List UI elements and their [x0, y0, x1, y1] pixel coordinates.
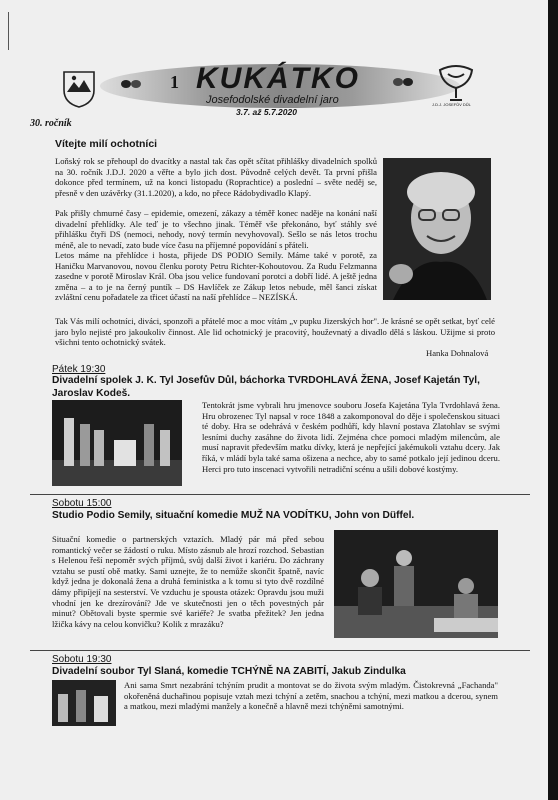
welcome-paragraph-1: Loňský rok se přehoupl do dvacítky a nastal tak čas opět sčítat přihlášky divadelních spolků na 30. ročník J.D.J. 2020 a věřte a bylo jich dost. Původně celých devět. Ta první přišla dokonce před termínem, už na konci listopadu (Roprachtice) a poslední – světe neděj se, přesně v den uzávěrky (31.1.2020), a kdo, no přece Rádobydivadlo Klapý.: [55, 156, 377, 198]
welcome-heading: Vítejte milí ochotníci: [55, 138, 158, 150]
divider: [30, 494, 530, 495]
logo-caption: J.D.J. JOSEFŮV DŮL: [432, 102, 471, 107]
festival-name: Josefodolské divadelní jaro: [206, 94, 339, 106]
show-3-day: Sobotu 19:30: [52, 654, 112, 665]
show-2-photo: [334, 530, 498, 638]
coat-of-arms-icon: [62, 70, 96, 108]
show-2-illustration: [334, 530, 498, 638]
welcome-paragraph-4: Tak Vás milí ochotníci, diváci, sponzoři a přátelé moc a moc vítám „v pupku Jizerských hor". Je krásné se opět setkat, byť celé jaro bylo nejisté pro jakoukoliv činnost. Ale lid ochotnický je pracovitý, houževnatý a divadlo dělá s láskou. Užijme si proto všichni tento ochotnický svátek.: [55, 316, 495, 348]
issue-number: 1: [170, 72, 179, 92]
newsletter-title: KUKÁTKO: [196, 62, 360, 95]
show-1-description: Tentokrát jsme vybrali hru jmenovce souboru Josefa Kajetána Tyla Tvrdohlavá žena. Hru obrozenec Tyl napsal v roce 1848 a zakomponoval do děje i společenskou situaci té doby. Hra se odehrává v českém podhůří, kdy hlavní postava Zlatohlav se svými lesními duchy zasáhne do života lidí. Zejména chce pomoci mladým milencům, ale musí napravit především matku dívky, která je nepřející jakémukoli vztahu dcery. Jak říká, v mládí byla také sama ošizena a nechce, aby to samé potkalo její jedinou dceru. Herci pro tuto inscenaci vytvořili netradiční scénu a ušili dobové kostýmy.: [202, 400, 500, 474]
show-3-title: Divadelní soubor Tyl Slaná, komedie TCHÝNĚ NA ZABITÍ, Jakub Zindulka: [52, 666, 406, 677]
show-3-illustration: [52, 680, 116, 726]
welcome-paragraph-3: Letos máme na přehlídce i hosta, přijede DS PODIO Semily. Máme také v porotě, za Haničku Marvanovou, novou členku poroty Petru Richter-Kohoutovou. Za Rudu Felzmanna zasedne v porotě Miroslav Král. Oba jsou velice fundovaní porotci a dobří lidé. A ještě jedna změna – a to je na černý puntík – DS Havlíček ze Zákup letos nebude, měl šanci získat zvláštní cenu pořadatele za třicet účastí na naší přehlídce – NEZÍSKÁ.: [55, 250, 377, 303]
masks-right-icon: [392, 76, 414, 88]
show-3-photo: [52, 680, 116, 726]
portrait-illustration: [383, 158, 491, 300]
festival-logo-icon: [436, 62, 476, 102]
show-2-title: Studio Podio Semily, situační komedie MUŽ NA VODÍTKU, John von Düffel.: [52, 510, 415, 521]
show-1-illustration: [52, 400, 182, 486]
show-1-photo: [52, 400, 182, 486]
show-2-day: Sobotu 15:00: [52, 498, 112, 509]
signature: Hanka Dohnalová: [426, 348, 489, 358]
welcome-paragraph-2: Pak přišly chmurné časy – epidemie, omezení, zákazy a téměř konec naděje na konání naší divadelní přehlídky. Ale teď je to všechno jinak. Téměř vše překonáno, byť stáhly své přihlášku čtyři DS (nemoci, nehody, nový termín nevyhovoval). Sešlo se nás letos trochu méně, ale to nevadí, zato bude více času na příjemné popovídání s přáteli.: [55, 208, 377, 250]
show-1-day: Pátek 19:30: [52, 364, 106, 375]
masks-icon: [120, 78, 142, 90]
show-3-description: Ani sama Smrt nezabrání tchýním prudit a montovat se do života svým mladým. Čistokrevná „Fachanda" okořeněná duchařinou popisuje vztah mezi tchýní a zetěm, snachou a tchýní, mezi matkou a dcerou, synem a matkou, mezi mladými manžely a konečně a hlavně mezi tchýněmi samotnými.: [124, 680, 498, 712]
divider: [30, 650, 530, 651]
festival-dates: 3.7. až 5.7.2020: [236, 107, 297, 117]
edition-label: 30. ročník: [30, 118, 72, 129]
show-1-title: Divadelní spolek J. K. Tyl Josefův Důl, báchorka TVRDOHLAVÁ ŽENA, Josef Kajetán Tyl, Jaroslav Kodeš.: [52, 375, 480, 399]
show-2-description: Situační komedie o partnerských vztazích. Mladý pár má před sebou romantický večer se žádostí o ruku. Místo zásnub ale hrozí rozchod. Sebastian s Helenou řeší nepoměr svých příjmů, svůj další život i kariéru. Do záchrany vztahu se pustí obě matky. Sami uznejte, že to nemůže skončit špatně, navíc když jedna je dokonalá žena a druhá feministka a k tomu si tyto dvě rozdílné dámy připíjejí na sesterství. Ve vzduchu je spousta otázek: Opravdu jsou muži vhodní jen ke drezírování? Jde ve skutečnosti jen o těch povestných pár minut? Obětovali byste spermie své kariéře? Je svatba přežitek? Jen jedna lžička kávy na celou konvičku? Kolik z mrazáku?: [52, 534, 324, 629]
binding-mark: [8, 12, 9, 50]
portrait-photo: [383, 158, 491, 300]
